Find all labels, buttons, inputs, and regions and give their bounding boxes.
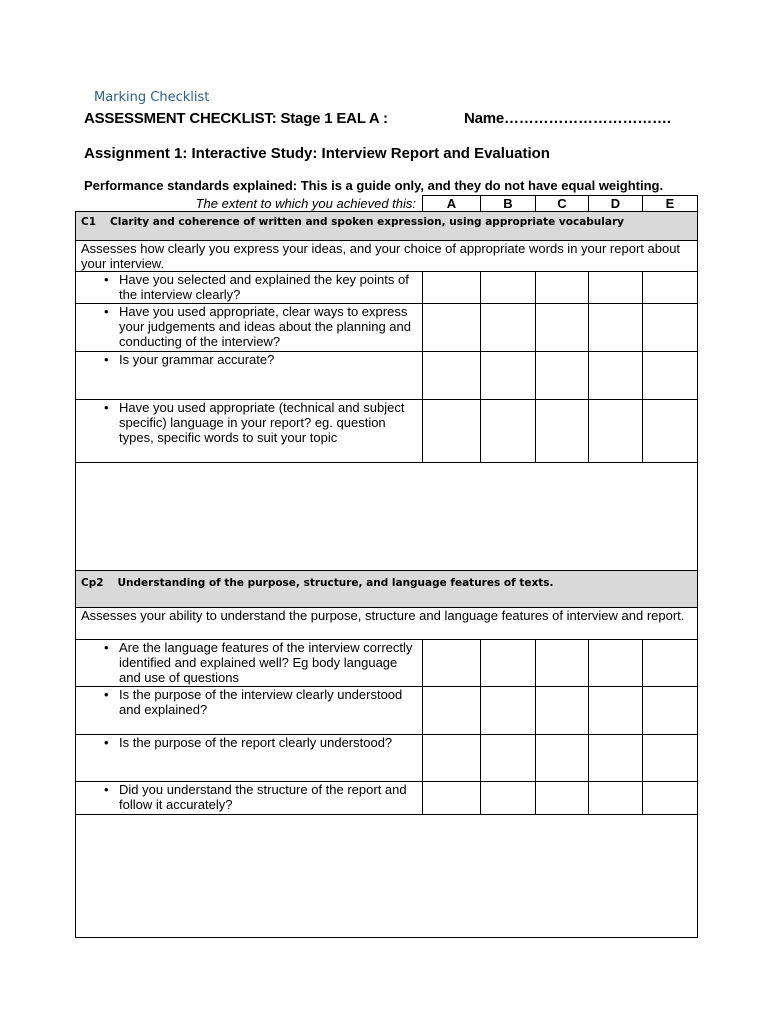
grade-cell-c[interactable] bbox=[536, 735, 589, 782]
grade-cell-c[interactable] bbox=[536, 400, 589, 463]
section-code: Cp2 bbox=[81, 577, 104, 589]
grade-cell-d[interactable] bbox=[589, 782, 643, 815]
performance-standards-note: Performance standards explained: This is a guide only, and they do not have equal weighting. bbox=[84, 178, 664, 193]
criterion-row: • Are the language features of the interview correctly identified and explained well? Eg body language and use of questions bbox=[76, 640, 698, 687]
grade-cell-b[interactable] bbox=[481, 782, 536, 815]
grade-cell-a[interactable] bbox=[423, 735, 481, 782]
grade-header-row bbox=[76, 196, 698, 212]
comments-box-cp2 bbox=[76, 815, 698, 938]
criterion-row: • Have you selected and explained the key points of the interview clearly? bbox=[76, 272, 698, 304]
section-code: C1 bbox=[81, 216, 97, 228]
section-header-c1 bbox=[76, 212, 698, 241]
grade-cell-e[interactable] bbox=[643, 400, 698, 463]
assignment-title: Assignment 1: Interactive Study: Interview Report and Evaluation bbox=[84, 145, 550, 162]
section-title: Understanding of the purpose, structure, and language features of texts. bbox=[117, 577, 554, 589]
marking-checklist-heading: Marking Checklist bbox=[94, 90, 210, 105]
grade-cell-d[interactable] bbox=[589, 640, 643, 687]
assessment-title: ASSESSMENT CHECKLIST: Stage 1 EAL A : bbox=[84, 110, 388, 127]
bullet-icon: • bbox=[104, 304, 109, 319]
bullet-icon: • bbox=[104, 782, 109, 797]
grade-cell-a[interactable] bbox=[423, 687, 481, 735]
grade-cell-a[interactable] bbox=[423, 400, 481, 463]
bullet-icon: • bbox=[104, 687, 109, 702]
assessment-title-row bbox=[84, 110, 704, 127]
checklist-table bbox=[75, 195, 698, 938]
grade-cell-e[interactable] bbox=[643, 687, 698, 735]
comments-area[interactable] bbox=[76, 815, 698, 938]
grade-cell-a[interactable] bbox=[423, 352, 481, 400]
criterion-row: • Is the purpose of the report clearly understood? bbox=[76, 735, 698, 782]
grade-cell-b[interactable] bbox=[481, 352, 536, 400]
grade-cell-d[interactable] bbox=[589, 400, 643, 463]
section-title: Clarity and coherence of written and spoken expression, using appropriate vocabulary bbox=[110, 216, 624, 228]
comments-box-c1 bbox=[76, 463, 698, 571]
grade-cell-c[interactable] bbox=[536, 352, 589, 400]
grade-cell-c[interactable] bbox=[536, 640, 589, 687]
criterion-row: • Did you understand the structure of the report and follow it accurately? bbox=[76, 782, 698, 815]
grade-cell-d[interactable] bbox=[589, 272, 643, 304]
grade-cell-b[interactable] bbox=[481, 640, 536, 687]
grade-cell-e[interactable] bbox=[643, 272, 698, 304]
section-description-cp2: Assesses your ability to understand the purpose, structure and language features of interview and report. bbox=[76, 608, 698, 640]
criterion-row: • Have you used appropriate, clear ways to express your judgements and ideas about the planning and conducting of the interview? bbox=[76, 304, 698, 352]
grade-cell-b[interactable] bbox=[481, 272, 536, 304]
grade-cell-e[interactable] bbox=[643, 735, 698, 782]
grade-header-c: C bbox=[536, 196, 589, 212]
grade-cell-a[interactable] bbox=[423, 272, 481, 304]
criterion-row: • Have you used appropriate (technical and subject specific) language in your report? eg. question types, specific words to suit your topic bbox=[76, 400, 698, 463]
grade-cell-c[interactable] bbox=[536, 272, 589, 304]
bullet-icon: • bbox=[104, 400, 109, 415]
grade-cell-b[interactable] bbox=[481, 400, 536, 463]
grade-cell-b[interactable] bbox=[481, 735, 536, 782]
grade-cell-d[interactable] bbox=[589, 304, 643, 352]
grade-cell-e[interactable] bbox=[643, 782, 698, 815]
grade-cell-d[interactable] bbox=[589, 687, 643, 735]
grade-header-d: D bbox=[589, 196, 643, 212]
section-header-cp2 bbox=[76, 571, 698, 608]
grade-cell-c[interactable] bbox=[536, 687, 589, 735]
grade-cell-d[interactable] bbox=[589, 735, 643, 782]
name-field-label: Name……………………………. bbox=[464, 110, 671, 127]
bullet-icon: • bbox=[104, 735, 109, 750]
grade-cell-b[interactable] bbox=[481, 687, 536, 735]
grade-cell-e[interactable] bbox=[643, 352, 698, 400]
grade-cell-e[interactable] bbox=[643, 640, 698, 687]
bullet-icon: • bbox=[104, 272, 109, 287]
grade-header-b: B bbox=[481, 196, 536, 212]
criterion-row: • Is the purpose of the interview clearly understood and explained? bbox=[76, 687, 698, 735]
bullet-icon: • bbox=[104, 640, 109, 655]
grade-cell-a[interactable] bbox=[423, 782, 481, 815]
grade-cell-c[interactable] bbox=[536, 304, 589, 352]
bullet-icon: • bbox=[104, 352, 109, 367]
extent-label: The extent to which you achieved this: bbox=[76, 196, 423, 212]
grade-header-a: A bbox=[423, 196, 481, 212]
grade-cell-b[interactable] bbox=[481, 304, 536, 352]
grade-cell-a[interactable] bbox=[423, 640, 481, 687]
comments-area[interactable] bbox=[76, 463, 698, 571]
criterion-row: • Is your grammar accurate? bbox=[76, 352, 698, 400]
grade-cell-e[interactable] bbox=[643, 304, 698, 352]
grade-cell-d[interactable] bbox=[589, 352, 643, 400]
grade-cell-a[interactable] bbox=[423, 304, 481, 352]
grade-header-e: E bbox=[643, 196, 698, 212]
grade-cell-c[interactable] bbox=[536, 782, 589, 815]
section-description-c1: Assesses how clearly you express your ideas, and your choice of appropriate words in your report about your interview. bbox=[76, 241, 698, 272]
